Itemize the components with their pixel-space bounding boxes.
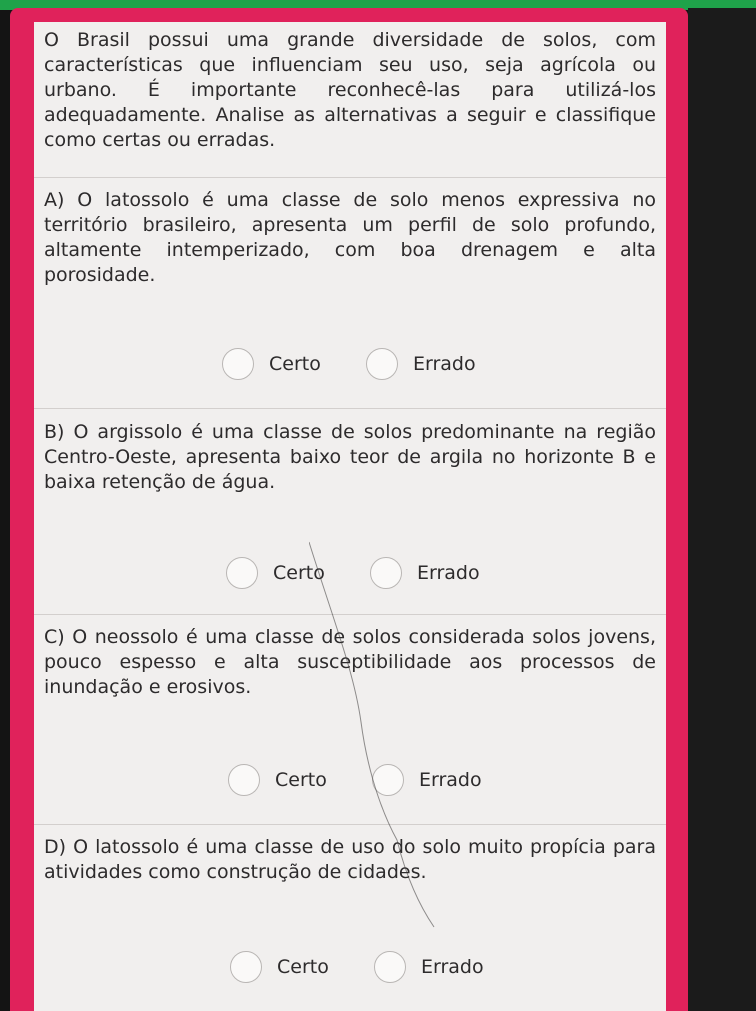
radio-icon[interactable] [370,557,402,589]
divider [34,177,666,178]
radio-icon[interactable] [374,951,406,983]
statement-a-text: A) O latossolo é uma classe de solo menos expressiva no território brasileiro, apresenta um perfil de solo profundo, altamente intemperizado, com boa drenagem e alta porosidade. [44,189,656,286]
option-c-errado[interactable] [372,764,482,796]
statement-d-text: D) O latossolo é uma classe de uso do solo muito propícia para atividades como construção de cidades. [44,836,656,883]
option-label: Errado [419,769,482,791]
radio-icon[interactable] [228,764,260,796]
option-d-certo[interactable] [230,951,329,983]
option-b-certo[interactable] [226,557,325,589]
option-label: Certo [269,353,321,375]
option-b-errado[interactable] [370,557,480,589]
question-intro: O Brasil possui uma grande diversidade de solos, com características que influenciam seu uso, seja agrícola ou urbano. É importante reconhecê-las para utilizá-los adequadamente. Analise as alternativas a seguir e classifique como certas ou erradas. [44,29,656,151]
option-a-errado[interactable] [366,348,476,380]
radio-icon[interactable] [222,348,254,380]
option-d-errado[interactable] [374,951,484,983]
option-label: Errado [417,562,480,584]
radio-icon[interactable] [226,557,258,589]
option-label: Certo [275,769,327,791]
radio-icon[interactable] [366,348,398,380]
radio-icon[interactable] [230,951,262,983]
option-label: Errado [421,956,484,978]
radio-icon[interactable] [372,764,404,796]
statement-c-text: C) O neossolo é uma classe de solos considerada solos jovens, pouco espesso e alta susceptibilidade aos processos de inundação e erosivos. [44,626,656,698]
option-label: Certo [277,956,329,978]
divider [34,614,666,615]
option-a-certo[interactable] [222,348,321,380]
statement-b-text: B) O argissolo é uma classe de solos predominante na região Centro-Oeste, apresenta baixo teor de argila no horizonte B e baixa retenção de água. [44,421,656,493]
option-c-certo[interactable] [228,764,327,796]
divider [34,824,666,825]
option-label: Errado [413,353,476,375]
question-card [34,22,666,1011]
background-edge [688,8,756,1011]
divider [34,408,666,409]
option-label: Certo [273,562,325,584]
